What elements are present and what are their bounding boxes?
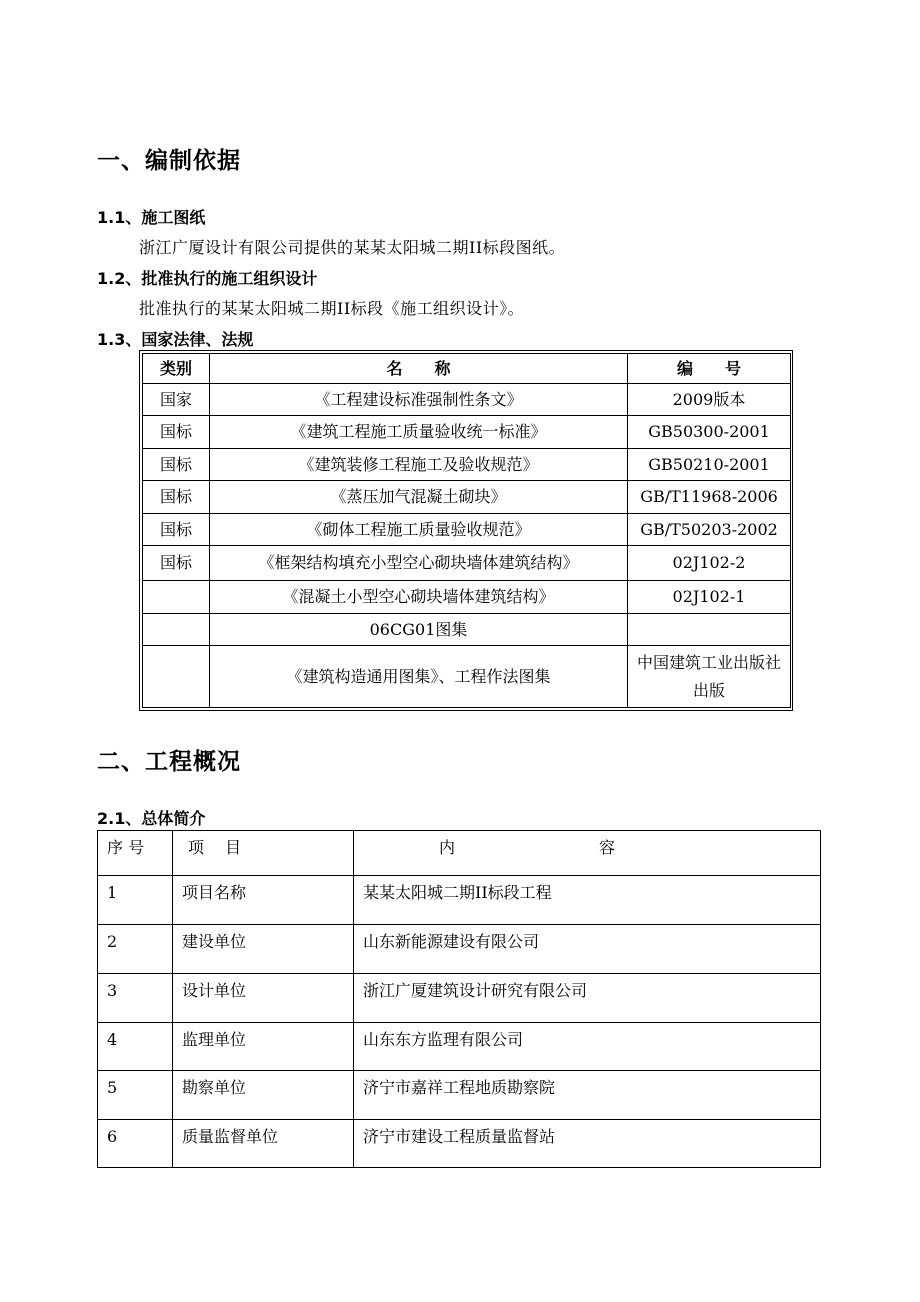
laws-cell-number: 02J102-1 (628, 581, 791, 614)
paragraph-1-2: 批准执行的某某太阳城二期II标段《施工组织设计》。 (139, 299, 525, 318)
laws-cell-name: 《工程建设标准强制性条文》 (210, 384, 628, 416)
laws-cell-number: 2009版本 (628, 384, 791, 416)
table-row (98, 974, 821, 1023)
laws-cell-name: 06CG01图集 (210, 614, 628, 646)
laws-table-header-row (143, 354, 791, 384)
overview-cell-content: 浙江广厦建筑设计研究有限公司 (354, 974, 821, 1023)
laws-cell-name: 《混凝土小型空心砌块墙体建筑结构》 (210, 581, 628, 614)
laws-cell-number: GB/T11968-2006 (628, 481, 791, 514)
laws-header-name: 名 称 (210, 354, 628, 384)
heading-1-2: 1.2、批准执行的施工组织设计 (97, 269, 318, 288)
overview-header-item: 项 目 (173, 831, 354, 876)
table-row (143, 416, 791, 449)
table-row (98, 1071, 821, 1120)
overview-cell-content: 某某太阳城二期II标段工程 (354, 876, 821, 925)
overview-table-header-row (98, 831, 821, 876)
laws-cell-name: 《建筑装修工程施工及验收规范》 (210, 449, 628, 481)
laws-cell-name: 《框架结构填充小型空心砌块墙体建筑结构》 (210, 546, 628, 581)
laws-cell-category: 国标 (143, 449, 210, 481)
laws-cell-category (143, 581, 210, 614)
laws-cell-name: 《建筑工程施工质量验收统一标准》 (210, 416, 628, 449)
laws-cell-category: 国标 (143, 514, 210, 546)
overview-header-index: 序 号 (98, 831, 173, 876)
table-row (143, 449, 791, 481)
heading-2-1: 2.1、总体简介 (97, 809, 206, 828)
laws-header-number: 编 号 (628, 354, 791, 384)
laws-cell-number: GB/T50203-2002 (628, 514, 791, 546)
overview-cell-index: 6 (98, 1120, 173, 1168)
laws-cell-name: 《砌体工程施工质量验收规范》 (210, 514, 628, 546)
laws-cell-category: 国标 (143, 416, 210, 449)
laws-cell-category: 国家 (143, 384, 210, 416)
overview-cell-index: 5 (98, 1071, 173, 1120)
laws-cell-category (143, 614, 210, 646)
overview-cell-item: 勘察单位 (173, 1071, 354, 1120)
table-row (143, 384, 791, 416)
overview-cell-index: 2 (98, 925, 173, 974)
laws-cell-name: 《建筑构造通用图集》、工程作法图集 (210, 646, 628, 708)
overview-table (97, 830, 821, 1168)
overview-cell-item: 设计单位 (173, 974, 354, 1023)
table-row (98, 876, 821, 925)
table-row (143, 646, 791, 708)
laws-cell-number: 02J102-2 (628, 546, 791, 581)
table-row (143, 481, 791, 514)
laws-table (142, 353, 791, 708)
heading-1-1: 1.1、施工图纸 (97, 208, 206, 227)
section-2-title: 二、工程概况 (97, 749, 241, 775)
table-row (98, 1023, 821, 1071)
laws-cell-number (628, 614, 791, 646)
overview-cell-content: 济宁市建设工程质量监督站 (354, 1120, 821, 1168)
table-row (143, 514, 791, 546)
heading-1-3: 1.3、国家法律、法规 (97, 330, 254, 349)
laws-cell-category (143, 646, 210, 708)
overview-cell-index: 1 (98, 876, 173, 925)
laws-cell-number: GB50210-2001 (628, 449, 791, 481)
laws-cell-category: 国标 (143, 481, 210, 514)
overview-cell-item: 项目名称 (173, 876, 354, 925)
table-row (98, 1120, 821, 1168)
overview-cell-index: 4 (98, 1023, 173, 1071)
overview-cell-index: 3 (98, 974, 173, 1023)
table-row (98, 925, 821, 974)
table-row (143, 546, 791, 581)
table-row (143, 614, 791, 646)
paragraph-1-1: 浙江广厦设计有限公司提供的某某太阳城二期II标段图纸。 (139, 238, 566, 257)
overview-cell-content: 山东新能源建设有限公司 (354, 925, 821, 974)
overview-cell-content: 济宁市嘉祥工程地质勘察院 (354, 1071, 821, 1120)
section-1-title: 一、编制依据 (97, 148, 241, 174)
laws-cell-category: 国标 (143, 546, 210, 581)
laws-cell-number: 中国建筑工业出版社出版 (628, 646, 791, 708)
overview-cell-item: 监理单位 (173, 1023, 354, 1071)
overview-cell-item: 质量监督单位 (173, 1120, 354, 1168)
overview-cell-item: 建设单位 (173, 925, 354, 974)
overview-header-content: 内 容 (354, 831, 821, 876)
overview-cell-content: 山东东方监理有限公司 (354, 1023, 821, 1071)
laws-cell-name: 《蒸压加气混凝土砌块》 (210, 481, 628, 514)
table-row (143, 581, 791, 614)
laws-cell-number: GB50300-2001 (628, 416, 791, 449)
laws-header-category: 类别 (143, 354, 210, 384)
